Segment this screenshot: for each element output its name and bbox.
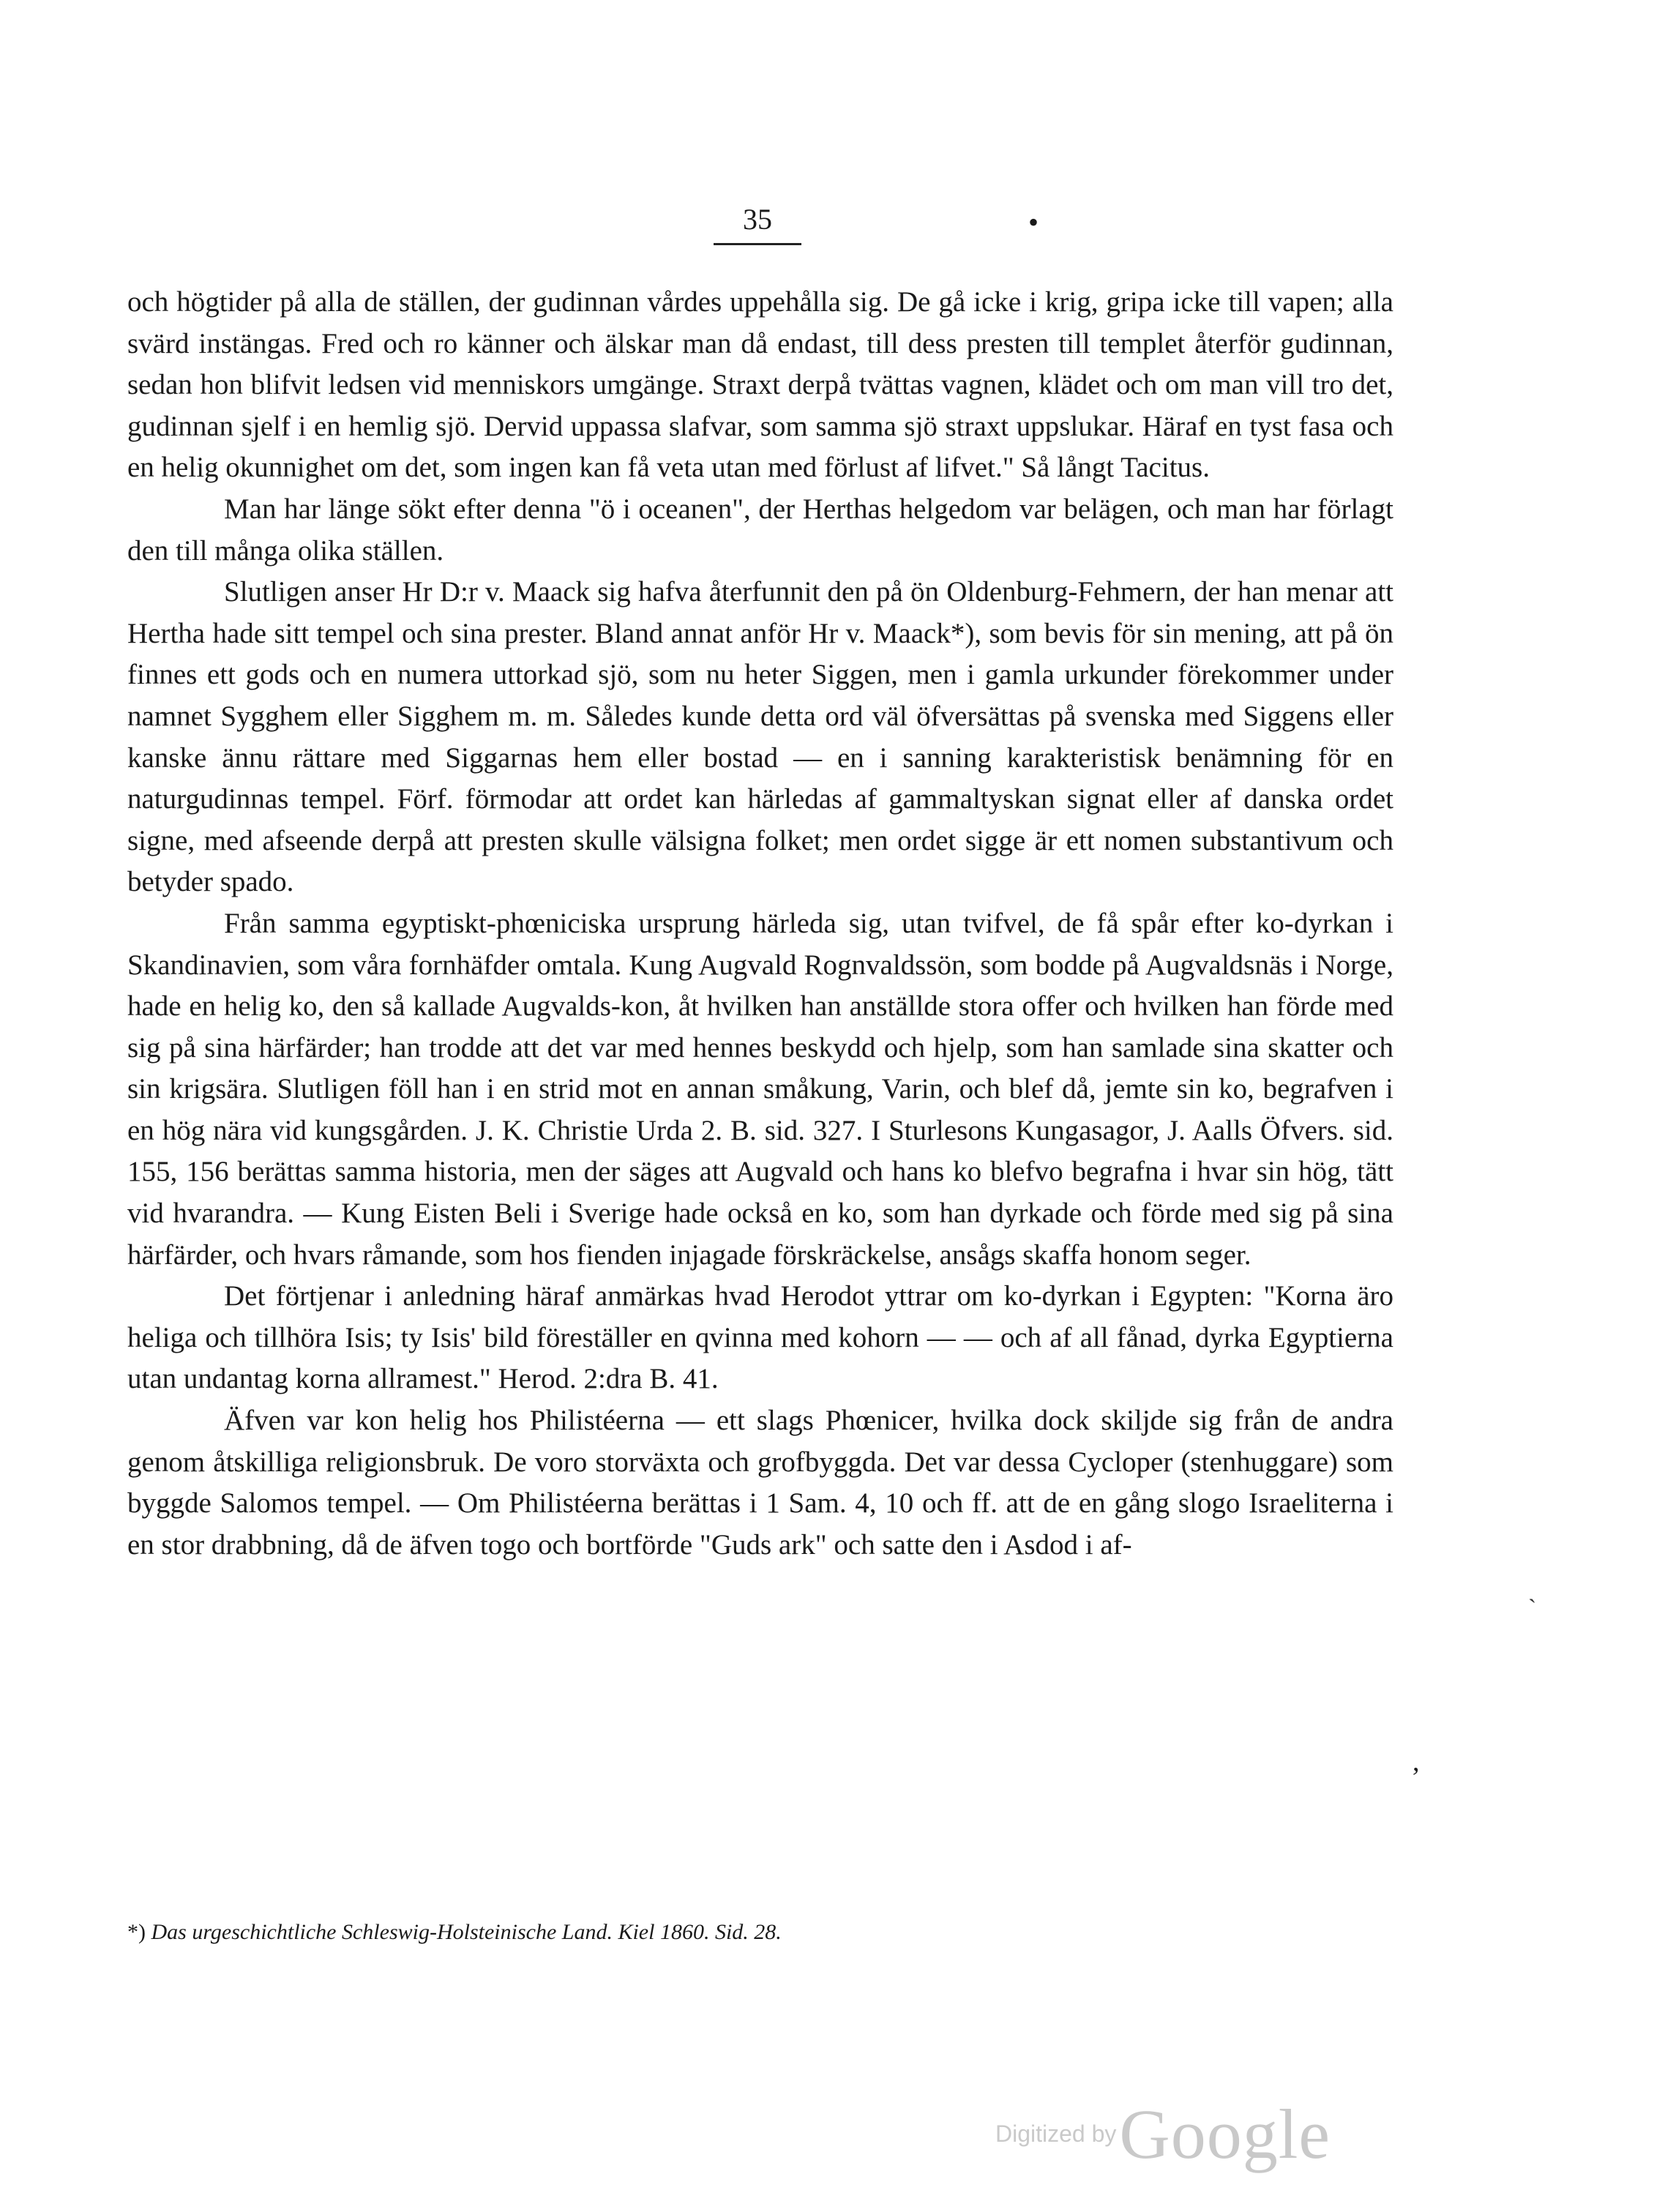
stray-dot: •	[1028, 206, 1039, 239]
stray-comma: ,	[1413, 1746, 1420, 1777]
google-logo: Google	[1119, 2095, 1331, 2173]
paragraph: Äfven var kon helig hos Philistéerna — ett slags Phœnicer, hvilka dock skiljde sig från de andra genom åtskilliga religionsbruk. De voro storväxta och grofbyggda. Det var dessa Cycloper (stenhuggare) som byggde Salomos tempel. — Om Philistéerna berättas i 1 Sam. 4, 10 och ff. att de en gång slogo Israeliterna i en stor drabbning, då de äfven togo och bortförde "Guds ark" och satte den i Asdod i af-	[127, 1405, 1393, 1561]
footnote-marker: *)	[127, 1920, 146, 1944]
paragraph: Från samma egyptiskt-phœniciska ursprung härleda sig, utan tvifvel, de få spår efter ko-dyrkan i Skandinavien, som våra fornhäfder omtala. Kung Augvald Rognvaldssön, som bodde på Augvaldsnäs i Norge, hade en helig ko, den så kallade Augvalds-kon, åt hvilken han anställde stora offer och hvilken han förde med sig på sina härfärder; han trodde att det var med hennes beskydd och hjelp, som han samlade sina skatter och sin krigsära. Slutligen föll han i en strid mot en annan småkung, Varin, och blef då, jemte sin ko, begrafven i en hög nära vid kungsgården. J. K. Christie Urda 2. B. sid. 327. I Sturlesons Kungasagor, J. Aalls Öfvers. sid. 155, 156 berättas samma historia, men der säges att Augvald och hans ko blefvo begrafna i hvar sin hög, tätt vid hvarandra. — Kung Eisten Beli i Sverige hade också en ko, som han dyrkade och förde med sig på sina härfärder, och hvars råmande, som hos fienden injagade förskräckelse, ansågs skaffa honom seger.	[127, 907, 1393, 1271]
paragraph: Man har länge sökt efter denna "ö i oceanen", der Herthas helgedom var belägen, och man har förlagt den till många olika ställen.	[127, 493, 1393, 567]
paragraph: Slutligen anser Hr D:r v. Maack sig hafva återfunnit den på ön Oldenburg-Fehmern, der han menar att Hertha hade sitt tempel och sina prester. Bland annat anför Hr v. Maack*), som bevis för sin mening, att på ön finnes ett gods och en numera uttorkad sjö, som nu heter Siggen, men i gamla urkunder förekommer under namnet Sygghem eller Sigghem m. m. Således kunde detta ord väl öfversättas på svenska med Siggens eller kanske ännu rättare med Siggarnas hem eller bostad — en i sanning karakteristisk benämning för en naturgudinnas tempel. Förf. förmodar att ordet kan härledas af gammaltyskan signat eller af danska ordet signe, med afseende derpå att presten skulle välsigna folket; men ordet sigge är ett nomen substantivum och betyder spado.	[127, 576, 1393, 898]
body-text	[127, 282, 1393, 1566]
stray-tick: ˎ	[1528, 1576, 1537, 1603]
paragraph: och högtider på alla de ställen, der gudinnan vårdes uppehålla sig. De gå icke i krig, gripa icke till vapen; alla svärd instängas. Fred och ro känner och älskar man då endast, till dess presten till templet återför gudinnan, sedan hon blifvit ledsen vid menniskors umgänge. Straxt derpå tvättas vagnen, klädet och om man vill tro det, gudinnan sjelf i en hemlig sjö. Dervid uppassa slafvar, som samma sjö straxt uppslukar. Häraf en tyst fasa och en helig okunnighet om det, som ingen kan få veta utan med förlust af lifvet." Så långt Tacitus.	[127, 286, 1393, 484]
footnote	[127, 1916, 1393, 1948]
digitized-watermark	[995, 2093, 1331, 2175]
paragraph: Det förtjenar i anledning häraf anmärkas hvad Herodot yttrar om ko-dyrkan i Egypten: "Korna äro heliga och tillhöra Isis; ty Isis' bild föreställer en qvinna med kohorn — — och af all fånad, dyrka Egyptierna utan undantag korna allramest." Herod. 2:dra B. 41.	[127, 1280, 1393, 1395]
watermark-small-text: Digitized by	[995, 2121, 1117, 2147]
page-number: 35	[714, 199, 801, 245]
footnote-text: Das urgeschichtliche Schleswig-Holsteinische Land. Kiel 1860. Sid. 28.	[151, 1920, 782, 1944]
